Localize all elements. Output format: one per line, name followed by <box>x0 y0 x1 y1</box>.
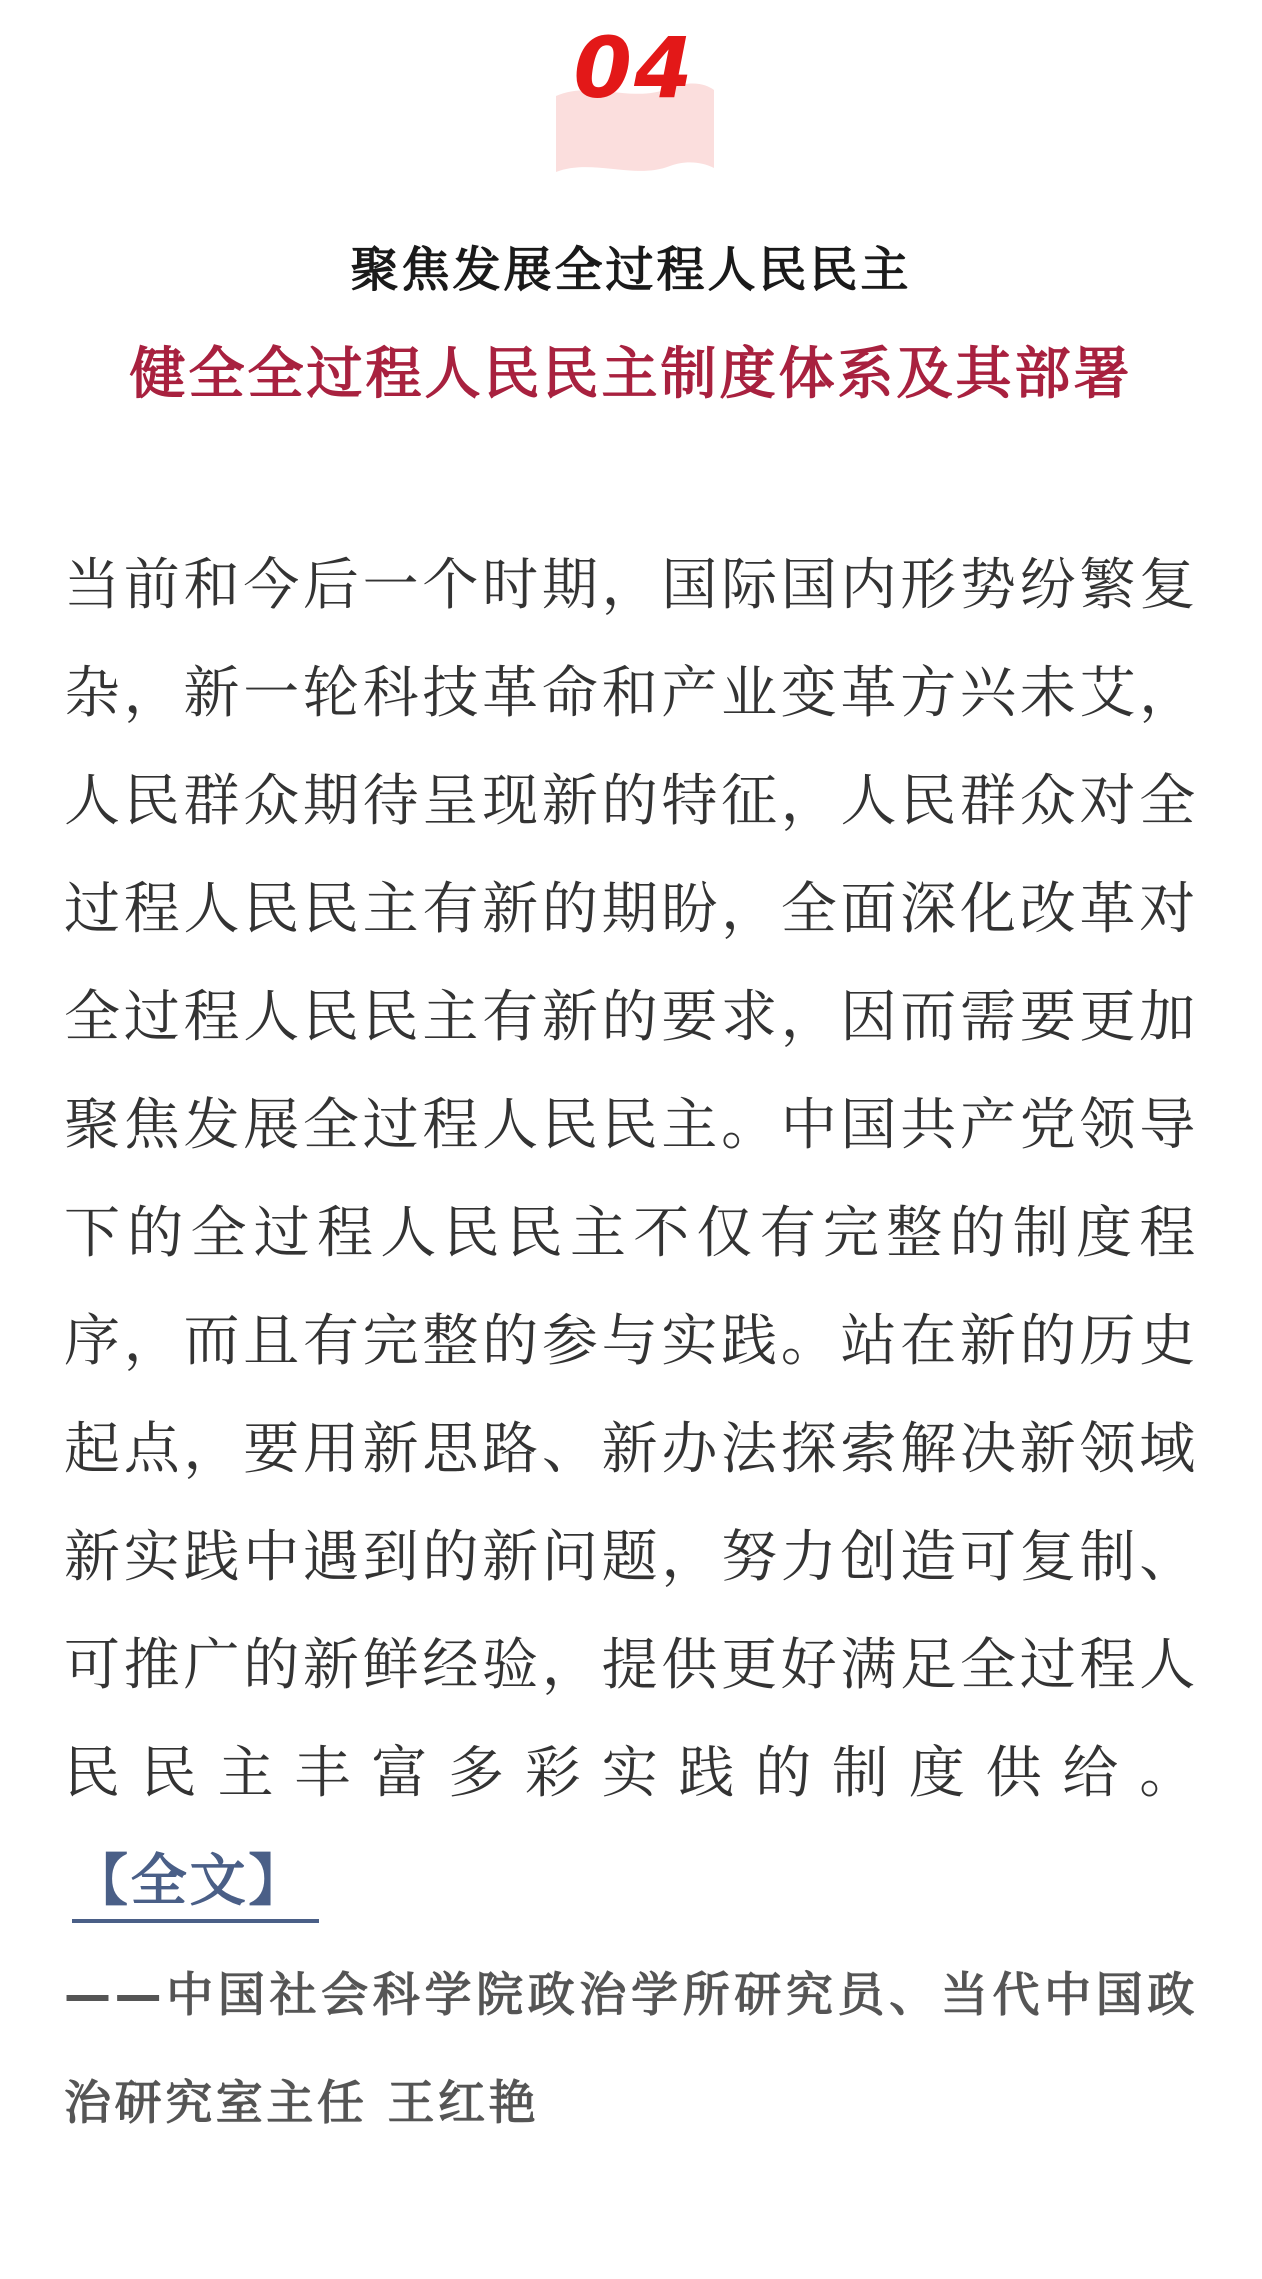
full-text-link[interactable]: 【全文】 <box>72 1845 319 1923</box>
body-paragraph-text: 当前和今后一个时期，国际国内形势纷繁复杂，新一轮科技革命和产业变革方兴未艾，人民群众期待呈现新的特征，人民群众对全过程人民民主有新的期盼，全面深化改革对全过程人民民主有新的要求，因而需要更加聚焦发展全过程人民民主。中国共产党领导下的全过程人民民主不仅有完整的制度程序，而且有完整的参与实践。站在新的历史起点，要用新思路、新办法探索解决新领域新实践中遇到的新问题，努力创造可复制、可推广的新鲜经验，提供更好满足全过程人民民主丰富多彩实践的制度供给。 <box>64 553 1198 1806</box>
section-number-badge <box>552 18 716 188</box>
section-heading: 聚焦发展全过程人民民主 <box>350 242 912 298</box>
section-number: 04 <box>573 19 695 117</box>
author-attribution: ——中国社会科学院政治学所研究员、当代中国政治研究室主任 王红艳 <box>64 1968 1198 2131</box>
section-subheading: 健全全过程人民民主制度体系及其部署 <box>129 342 1133 407</box>
body-paragraph <box>64 532 1198 1936</box>
